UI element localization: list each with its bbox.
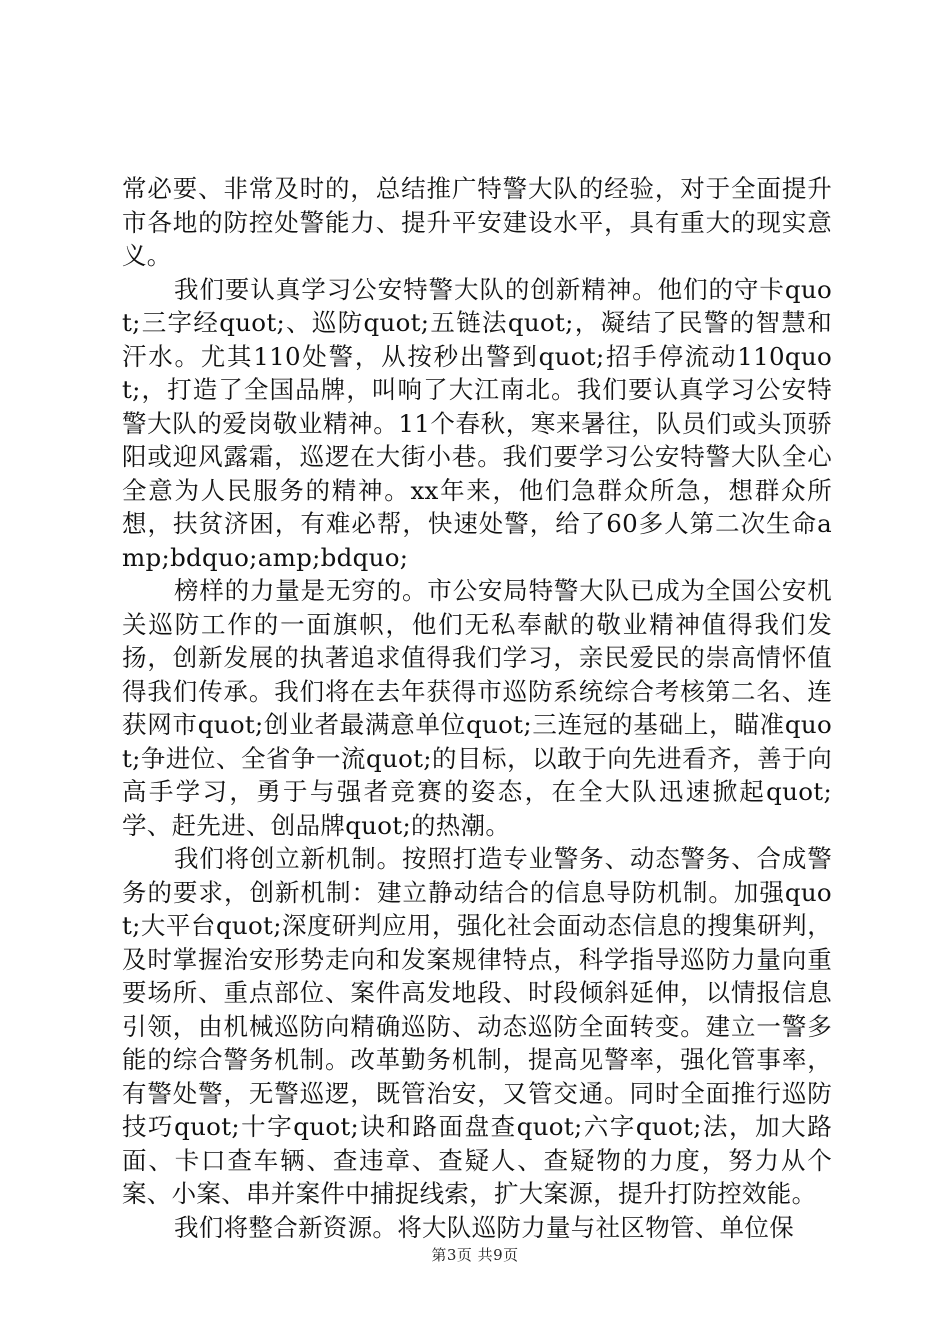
paragraph-1: 常必要、非常及时的，总结推广特警大队的经验，对于全面提升市各地的防控处警能力、提升平安建设水平，具有重大的现实意义。 [122,174,832,270]
page-footer: 第3页 共9页 [431,1246,519,1264]
paragraph-4: 我们将创立新机制。按照打造专业警务、动态警务、合成警务的要求，创新机制：建立静动结合的信息导防机制。加强quot;大平台quot;深度研判应用，强化社会面动态信息的搜集研判，及时掌握治安形势走向和发案规律特点，科学指导巡防力量向重要场所、重点部位、案件高发地段、时段倾斜延伸，以情报信息引领，由机械巡防向精确巡防、动态巡防全面转变。建立一警多能的综合警务机制。改革勤务机制，提高见警率，强化管事率，有警处警，无警巡逻，既管治安，又管交通。同时全面推行巡防技巧quot;十字quot;诀和路面盘查quot;六字quot;法，加大路面、卡口查车辆、查违章、查疑人、查疑物的力度，努力从个案、小案、串并案件中捕捉线索，扩大案源，提升打防控效能。 [122,844,832,1208]
paragraph-2: 我们要认真学习公安特警大队的创新精神。他们的守卡quot;三字经quot;、巡防quot;五链法quot;，凝结了民警的智慧和汗水。尤其110处警，从按秒出警到quot;招手停流动110quot;，打造了全国品牌，叫响了大江南北。我们要认真学习公安特警大队的爱岗敬业精神。11个春秋，寒来暑往，队员们或头顶骄阳或迎风露霜，巡逻在大街小巷。我们要学习公安特警大队全心全意为人民服务的精神。xx年来，他们急群众所急，想群众所想，扶贫济困，有难必帮，快速处警，给了60多人第二次生命amp;bdquo;amp;bdquo; [122,274,832,572]
paragraph-3: 榜样的力量是无穷的。市公安局特警大队已成为全国公安机关巡防工作的一面旗帜，他们无私奉献的敬业精神值得我们发扬，创新发展的执著追求值得我们学习，亲民爱民的崇高情怀值得我们传承。我们将在去年获得市巡防系统综合考核第二名、连获网市quot;创业者最满意单位quot;三连冠的基础上，瞄准quot;争进位、全省争一流quot;的目标，以敢于向先进看齐，善于向高手学习，勇于与强者竞赛的姿态，在全大队迅速掀起quot;学、赶先进、创品牌quot;的热潮。 [122,576,832,840]
paragraph-5: 我们将整合新资源。将大队巡防力量与社区物管、单位保 [174,1212,794,1242]
document-body [122,172,832,1244]
